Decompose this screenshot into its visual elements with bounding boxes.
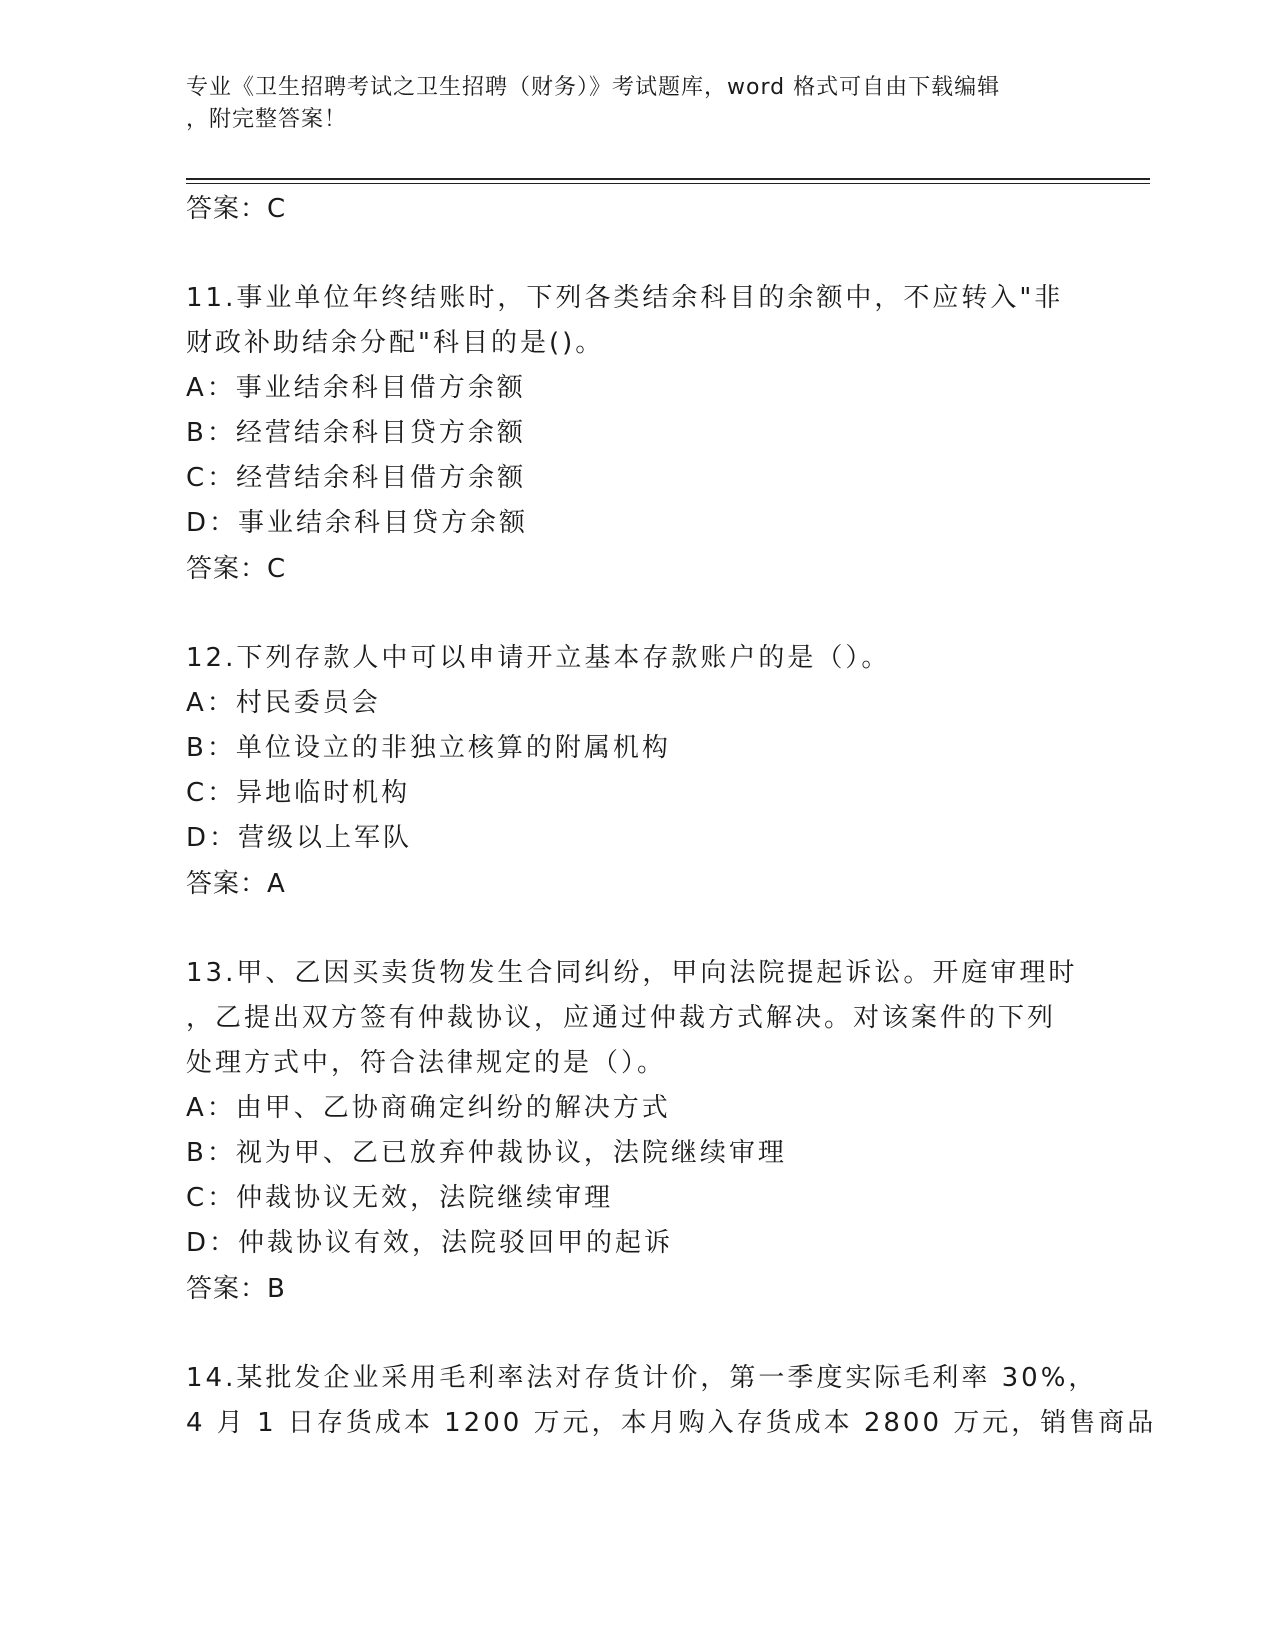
answer: 答案：B bbox=[186, 1274, 286, 1304]
header-line-2: ，附完整答案！ bbox=[186, 107, 348, 132]
option-b: B：经营结余科目贷方余额 bbox=[186, 418, 526, 448]
header-divider-thin bbox=[186, 183, 1150, 184]
question-stem-line: 4 月 1 日存货成本 1200 万元，本月购入存货成本 2800 万元，销售商品 bbox=[186, 1408, 1157, 1438]
question-stem-line: 处理方式中，符合法律规定的是（）。 bbox=[186, 1048, 667, 1078]
question-stem-line: 14.某批发企业采用毛利率法对存货计价，第一季度实际毛利率 30%， bbox=[186, 1363, 1098, 1393]
answer: 答案：A bbox=[186, 869, 286, 899]
previous-answer: 答案：C bbox=[186, 194, 287, 224]
document-header bbox=[186, 72, 1066, 136]
option-b: B：视为甲、乙已放弃仲裁协议，法院继续审理 bbox=[186, 1138, 787, 1168]
question-stem-line: 12.下列存款人中可以申请开立基本存款账户的是（）。 bbox=[186, 643, 891, 673]
question-stem-line: 11.事业单位年终结账时，下列各类结余科目的余额中，不应转入"非 bbox=[186, 283, 1064, 313]
option-d: D：仲裁协议有效，法院驳回甲的起诉 bbox=[186, 1228, 674, 1258]
question-11 bbox=[186, 276, 1086, 592]
question-13 bbox=[186, 951, 1086, 1312]
option-c: C：经营结余科目借方余额 bbox=[186, 463, 527, 493]
option-c: C：异地临时机构 bbox=[186, 778, 411, 808]
header-divider-thick bbox=[186, 178, 1150, 180]
option-d: D：营级以上军队 bbox=[186, 823, 413, 853]
option-a: A：村民委员会 bbox=[186, 688, 381, 718]
question-stem-line: 13.甲、乙因买卖货物发生合同纠纷，甲向法院提起诉讼。开庭审理时 bbox=[186, 958, 1078, 988]
option-a: A：由甲、乙协商确定纠纷的解决方式 bbox=[186, 1093, 671, 1123]
option-b: B：单位设立的非独立核算的附属机构 bbox=[186, 733, 671, 763]
question-12 bbox=[186, 636, 1086, 907]
option-c: C：仲裁协议无效，法院继续审理 bbox=[186, 1183, 614, 1213]
option-d: D：事业结余科目贷方余额 bbox=[186, 508, 529, 538]
question-14 bbox=[186, 1356, 1157, 1446]
answer: 答案：C bbox=[186, 554, 287, 584]
question-stem-line: ，乙提出双方签有仲裁协议，应通过仲裁方式解决。对该案件的下列 bbox=[186, 1003, 1057, 1033]
question-list bbox=[186, 186, 1157, 1446]
option-a: A：事业结余科目借方余额 bbox=[186, 373, 526, 403]
header-line-1: 专业《卫生招聘考试之卫生招聘（财务）》考试题库，word 格式可自由下载编辑 bbox=[186, 75, 1001, 100]
question-stem-line: 财政补助结余分配"科目的是()。 bbox=[186, 328, 605, 358]
